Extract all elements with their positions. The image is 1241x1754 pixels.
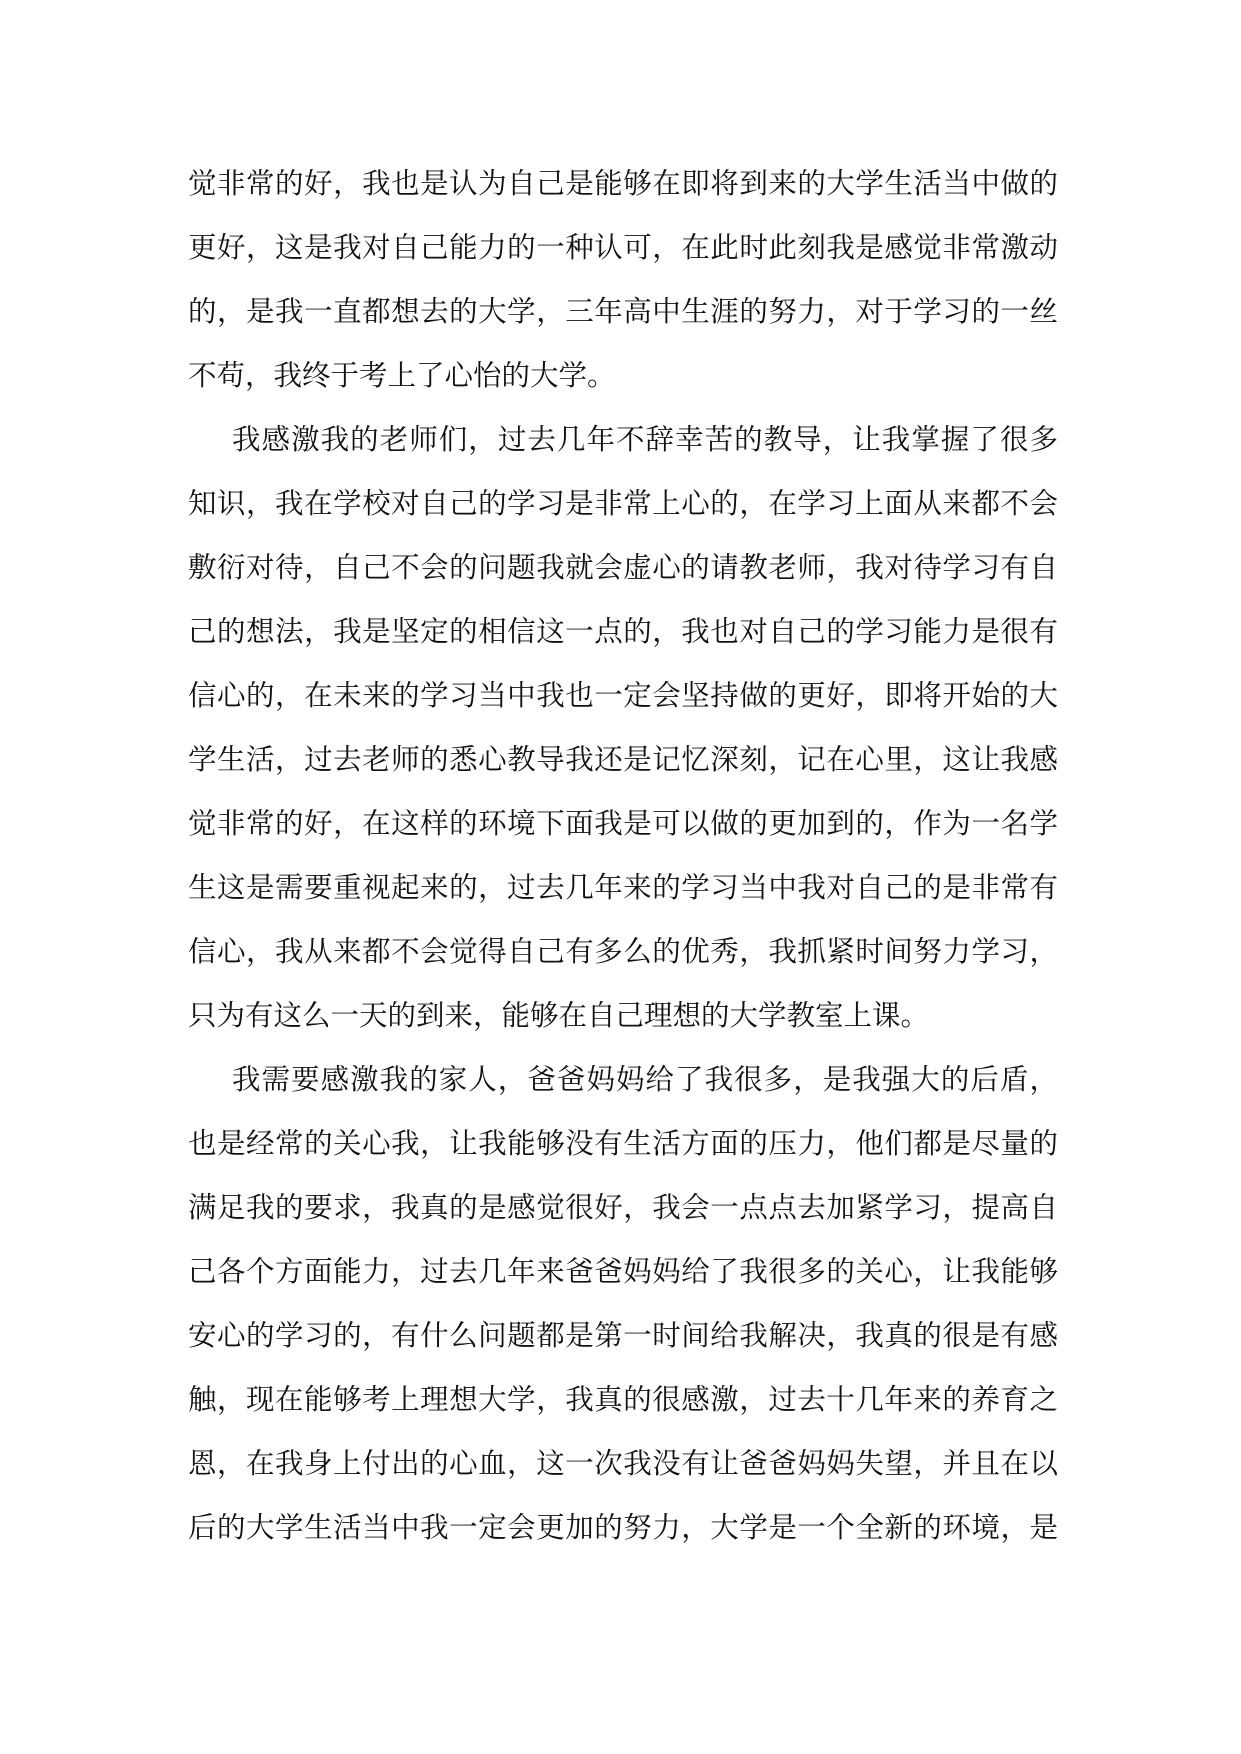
paragraph-1 — [188, 152, 1058, 408]
text-line: 满足我的要求，我真的是感觉很好，我会一点点去加紧学习，提高自 — [188, 1191, 1058, 1224]
text-line: 也是经常的关心我，让我能够没有生活方面的压力，他们都是尽量的 — [188, 1127, 1058, 1160]
text-line: 我感激我的老师们，过去几年不辞幸苦的教导，让我掌握了很多 — [232, 423, 1058, 456]
text-line: 后的大学生活当中我一定会更加的努力，大学是一个全新的环境，是 — [188, 1511, 1058, 1544]
text-line: 恩，在我身上付出的心血，这一次我没有让爸爸妈妈失望，并且在以 — [188, 1447, 1058, 1480]
body-text — [188, 152, 1058, 1560]
text-line: 信心，我从来都不会觉得自己有多么的优秀，我抓紧时间努力学习， — [188, 935, 1058, 968]
text-line: 我需要感激我的家人，爸爸妈妈给了我很多，是我强大的后盾， — [232, 1063, 1058, 1096]
paragraph-2 — [188, 408, 1058, 1048]
text-line: 的，是我一直都想去的大学，三年高中生涯的努力，对于学习的一丝 — [188, 295, 1058, 328]
text-line: 信心的，在未来的学习当中我也一定会坚持做的更好，即将开始的大 — [188, 679, 1058, 712]
text-line: 只为有这么一天的到来，能够在自己理想的大学教室上课。 — [188, 999, 930, 1032]
text-line: 己的想法，我是坚定的相信这一点的，我也对自己的学习能力是很有 — [188, 615, 1058, 648]
text-line: 触，现在能够考上理想大学，我真的很感激，过去十几年来的养育之 — [188, 1383, 1058, 1416]
text-line: 己各个方面能力，过去几年来爸爸妈妈给了我很多的关心，让我能够 — [188, 1255, 1058, 1288]
text-line: 生这是需要重视起来的，过去几年来的学习当中我对自己的是非常有 — [188, 871, 1058, 904]
text-line: 敷衍对待，自己不会的问题我就会虚心的请教老师，我对待学习有自 — [188, 551, 1058, 584]
text-line: 觉非常的好，我也是认为自己是能够在即将到来的大学生活当中做的 — [188, 167, 1058, 200]
text-line: 更好，这是我对自己能力的一种认可，在此时此刻我是感觉非常激动 — [188, 231, 1058, 264]
text-line: 知识，我在学校对自己的学习是非常上心的，在学习上面从来都不会 — [188, 487, 1058, 520]
paragraph-3 — [188, 1048, 1058, 1560]
text-line: 安心的学习的，有什么问题都是第一时间给我解决，我真的很是有感 — [188, 1319, 1058, 1352]
text-line: 不苟，我终于考上了心怡的大学。 — [188, 359, 616, 392]
text-line: 觉非常的好，在这样的环境下面我是可以做的更加到的，作为一名学 — [188, 807, 1058, 840]
text-line: 学生活，过去老师的悉心教导我还是记忆深刻，记在心里，这让我感 — [188, 743, 1058, 776]
